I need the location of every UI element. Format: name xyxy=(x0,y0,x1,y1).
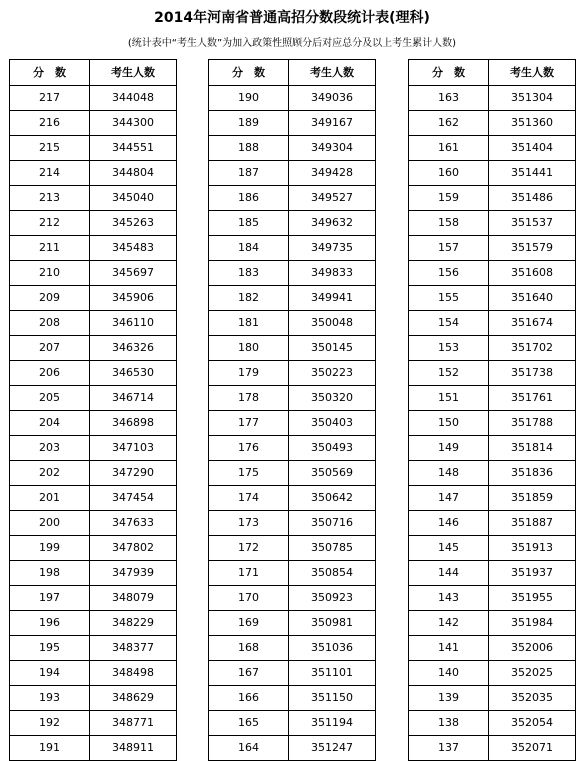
table-row xyxy=(209,711,376,736)
count-cell: 351859 xyxy=(489,486,576,511)
count-column-header: 考生人数 xyxy=(289,60,376,86)
count-cell: 352006 xyxy=(489,636,576,661)
score-cell: 211 xyxy=(10,236,90,261)
table-row xyxy=(209,461,376,486)
table-row xyxy=(10,436,177,461)
table-row xyxy=(10,136,177,161)
table-row xyxy=(409,586,576,611)
score-cell: 194 xyxy=(10,661,90,686)
count-cell: 349833 xyxy=(289,261,376,286)
count-cell: 346714 xyxy=(90,386,177,411)
count-cell: 349304 xyxy=(289,136,376,161)
count-column-header: 考生人数 xyxy=(489,60,576,86)
count-cell: 350403 xyxy=(289,411,376,436)
table-row xyxy=(209,361,376,386)
count-cell: 347290 xyxy=(90,461,177,486)
table-row xyxy=(10,511,177,536)
table-row xyxy=(209,211,376,236)
table-row xyxy=(10,111,177,136)
count-cell: 347103 xyxy=(90,436,177,461)
table-row xyxy=(209,336,376,361)
score-cell: 208 xyxy=(10,311,90,336)
count-cell: 349036 xyxy=(289,86,376,111)
score-cell: 216 xyxy=(10,111,90,136)
page-subtitle: (统计表中“考生人数”为加入政策性照顾分后对应总分及以上考生累计人数) xyxy=(127,38,457,49)
score-cell: 203 xyxy=(10,436,90,461)
table-row xyxy=(409,686,576,711)
table-row xyxy=(209,136,376,161)
score-cell: 147 xyxy=(409,486,489,511)
table-row xyxy=(10,686,177,711)
score-column-header: 分 数 xyxy=(10,60,90,86)
table-header-row xyxy=(209,60,376,86)
score-cell: 164 xyxy=(209,736,289,761)
table-row xyxy=(10,461,177,486)
table-row xyxy=(409,261,576,286)
count-cell: 350785 xyxy=(289,536,376,561)
count-cell: 350320 xyxy=(289,386,376,411)
table-row xyxy=(10,236,177,261)
table-row xyxy=(10,211,177,236)
score-cell: 138 xyxy=(409,711,489,736)
table-row xyxy=(209,536,376,561)
count-cell: 351702 xyxy=(489,336,576,361)
table-row xyxy=(209,311,376,336)
table-row xyxy=(409,561,576,586)
table-row xyxy=(10,536,177,561)
score-cell: 198 xyxy=(10,561,90,586)
score-cell: 187 xyxy=(209,161,289,186)
score-cell: 202 xyxy=(10,461,90,486)
count-cell: 348911 xyxy=(90,736,177,761)
table-row xyxy=(10,611,177,636)
table-row xyxy=(10,711,177,736)
score-cell: 189 xyxy=(209,111,289,136)
count-cell: 350145 xyxy=(289,336,376,361)
table-row xyxy=(209,261,376,286)
score-cell: 177 xyxy=(209,411,289,436)
page-title: 2014年河南省普通高招分数段统计表(理科) xyxy=(154,10,430,26)
count-cell: 351738 xyxy=(489,361,576,386)
table-row xyxy=(209,186,376,211)
table-row xyxy=(10,161,177,186)
count-cell: 347633 xyxy=(90,511,177,536)
table-row xyxy=(209,286,376,311)
table-row xyxy=(209,161,376,186)
score-cell: 166 xyxy=(209,686,289,711)
table-row xyxy=(10,286,177,311)
count-cell: 351836 xyxy=(489,461,576,486)
table-header-row xyxy=(409,60,576,86)
count-cell: 345263 xyxy=(90,211,177,236)
count-cell: 351150 xyxy=(289,686,376,711)
table-row xyxy=(409,86,576,111)
table-row xyxy=(209,611,376,636)
table-row xyxy=(409,636,576,661)
count-cell: 351937 xyxy=(489,561,576,586)
count-cell: 350493 xyxy=(289,436,376,461)
score-cell: 185 xyxy=(209,211,289,236)
count-cell: 344048 xyxy=(90,86,177,111)
count-cell: 351761 xyxy=(489,386,576,411)
table-row xyxy=(10,361,177,386)
count-cell: 351913 xyxy=(489,536,576,561)
table-row xyxy=(409,186,576,211)
count-cell: 351984 xyxy=(489,611,576,636)
count-cell: 351674 xyxy=(489,311,576,336)
count-cell: 350981 xyxy=(289,611,376,636)
count-cell: 351304 xyxy=(489,86,576,111)
count-cell: 351441 xyxy=(489,161,576,186)
table-row xyxy=(409,211,576,236)
score-cell: 183 xyxy=(209,261,289,286)
table-row xyxy=(409,711,576,736)
score-cell: 193 xyxy=(10,686,90,711)
count-column-header: 考生人数 xyxy=(90,60,177,86)
score-cell: 214 xyxy=(10,161,90,186)
score-cell: 199 xyxy=(10,536,90,561)
table-row xyxy=(409,536,576,561)
score-cell: 137 xyxy=(409,736,489,761)
table-row xyxy=(409,736,576,761)
count-cell: 349527 xyxy=(289,186,376,211)
table-row xyxy=(209,436,376,461)
count-cell: 345040 xyxy=(90,186,177,211)
count-cell: 349167 xyxy=(289,111,376,136)
table-row xyxy=(209,111,376,136)
count-cell: 351788 xyxy=(489,411,576,436)
count-cell: 345697 xyxy=(90,261,177,286)
count-cell: 350716 xyxy=(289,511,376,536)
table-row xyxy=(409,461,576,486)
table-row xyxy=(409,411,576,436)
table-row xyxy=(10,736,177,761)
score-cell: 139 xyxy=(409,686,489,711)
count-cell: 347939 xyxy=(90,561,177,586)
score-cell: 180 xyxy=(209,336,289,361)
table-row xyxy=(409,111,576,136)
score-cell: 150 xyxy=(409,411,489,436)
score-cell: 143 xyxy=(409,586,489,611)
table-row xyxy=(10,586,177,611)
score-cell: 197 xyxy=(10,586,90,611)
score-cell: 162 xyxy=(409,111,489,136)
table-row xyxy=(209,661,376,686)
score-cell: 153 xyxy=(409,336,489,361)
count-cell: 352071 xyxy=(489,736,576,761)
table-header-row xyxy=(10,60,177,86)
count-cell: 351640 xyxy=(489,286,576,311)
table-row xyxy=(209,636,376,661)
table-row xyxy=(209,386,376,411)
count-cell: 348771 xyxy=(90,711,177,736)
score-cell: 145 xyxy=(409,536,489,561)
score-table-2 xyxy=(208,59,376,761)
count-cell: 350642 xyxy=(289,486,376,511)
score-cell: 184 xyxy=(209,236,289,261)
score-cell: 144 xyxy=(409,561,489,586)
count-cell: 352035 xyxy=(489,686,576,711)
score-cell: 179 xyxy=(209,361,289,386)
score-cell: 190 xyxy=(209,86,289,111)
table-row xyxy=(10,636,177,661)
count-cell: 348498 xyxy=(90,661,177,686)
count-cell: 351887 xyxy=(489,511,576,536)
count-cell: 350923 xyxy=(289,586,376,611)
count-cell: 345906 xyxy=(90,286,177,311)
score-cell: 201 xyxy=(10,486,90,511)
score-table-1 xyxy=(9,59,177,761)
score-cell: 195 xyxy=(10,636,90,661)
table-row xyxy=(409,611,576,636)
table-row xyxy=(10,561,177,586)
table-row xyxy=(10,411,177,436)
score-cell: 205 xyxy=(10,386,90,411)
count-cell: 351579 xyxy=(489,236,576,261)
count-cell: 348079 xyxy=(90,586,177,611)
score-cell: 158 xyxy=(409,211,489,236)
score-cell: 175 xyxy=(209,461,289,486)
count-cell: 351247 xyxy=(289,736,376,761)
table-row xyxy=(409,161,576,186)
score-cell: 200 xyxy=(10,511,90,536)
score-cell: 157 xyxy=(409,236,489,261)
score-cell: 204 xyxy=(10,411,90,436)
table-row xyxy=(409,136,576,161)
count-cell: 351955 xyxy=(489,586,576,611)
score-cell: 176 xyxy=(209,436,289,461)
score-cell: 186 xyxy=(209,186,289,211)
score-cell: 151 xyxy=(409,386,489,411)
table-row xyxy=(409,361,576,386)
count-cell: 351814 xyxy=(489,436,576,461)
table-row xyxy=(409,436,576,461)
score-cell: 169 xyxy=(209,611,289,636)
score-cell: 174 xyxy=(209,486,289,511)
table-row xyxy=(10,661,177,686)
score-column-header: 分 数 xyxy=(409,60,489,86)
count-cell: 349941 xyxy=(289,286,376,311)
count-cell: 350223 xyxy=(289,361,376,386)
score-cell: 161 xyxy=(409,136,489,161)
count-cell: 349428 xyxy=(289,161,376,186)
table-row xyxy=(10,186,177,211)
count-cell: 351194 xyxy=(289,711,376,736)
count-cell: 351101 xyxy=(289,661,376,686)
table-row xyxy=(209,561,376,586)
score-cell: 206 xyxy=(10,361,90,386)
count-cell: 351360 xyxy=(489,111,576,136)
score-cell: 141 xyxy=(409,636,489,661)
score-cell: 156 xyxy=(409,261,489,286)
count-cell: 352025 xyxy=(489,661,576,686)
table-row xyxy=(10,386,177,411)
table-row xyxy=(209,586,376,611)
count-cell: 350854 xyxy=(289,561,376,586)
table-row xyxy=(209,486,376,511)
score-cell: 148 xyxy=(409,461,489,486)
score-cell: 140 xyxy=(409,661,489,686)
score-cell: 173 xyxy=(209,511,289,536)
table-row xyxy=(10,486,177,511)
score-cell: 146 xyxy=(409,511,489,536)
count-cell: 345483 xyxy=(90,236,177,261)
table-row xyxy=(10,261,177,286)
score-cell: 207 xyxy=(10,336,90,361)
count-cell: 346530 xyxy=(90,361,177,386)
score-cell: 181 xyxy=(209,311,289,336)
table-row xyxy=(409,486,576,511)
score-cell: 170 xyxy=(209,586,289,611)
table-row xyxy=(10,311,177,336)
score-cell: 210 xyxy=(10,261,90,286)
table-row xyxy=(409,511,576,536)
score-cell: 213 xyxy=(10,186,90,211)
count-cell: 344551 xyxy=(90,136,177,161)
count-cell: 351036 xyxy=(289,636,376,661)
count-cell: 346110 xyxy=(90,311,177,336)
count-cell: 349632 xyxy=(289,211,376,236)
table-row xyxy=(209,236,376,261)
score-cell: 209 xyxy=(10,286,90,311)
score-cell: 182 xyxy=(209,286,289,311)
score-cell: 163 xyxy=(409,86,489,111)
count-cell: 344804 xyxy=(90,161,177,186)
table-row xyxy=(209,411,376,436)
count-cell: 346898 xyxy=(90,411,177,436)
score-cell: 154 xyxy=(409,311,489,336)
count-cell: 347454 xyxy=(90,486,177,511)
score-cell: 172 xyxy=(209,536,289,561)
count-cell: 351608 xyxy=(489,261,576,286)
score-cell: 191 xyxy=(10,736,90,761)
score-cell: 196 xyxy=(10,611,90,636)
table-row xyxy=(409,386,576,411)
score-cell: 165 xyxy=(209,711,289,736)
table-row xyxy=(209,511,376,536)
score-cell: 215 xyxy=(10,136,90,161)
score-table-3 xyxy=(408,59,576,761)
count-cell: 348629 xyxy=(90,686,177,711)
table-row xyxy=(409,336,576,361)
score-cell: 178 xyxy=(209,386,289,411)
score-cell: 159 xyxy=(409,186,489,211)
count-cell: 350569 xyxy=(289,461,376,486)
table-row xyxy=(10,86,177,111)
score-cell: 155 xyxy=(409,286,489,311)
table-row xyxy=(209,86,376,111)
score-cell: 217 xyxy=(10,86,90,111)
score-cell: 167 xyxy=(209,661,289,686)
score-cell: 142 xyxy=(409,611,489,636)
score-cell: 168 xyxy=(209,636,289,661)
table-row xyxy=(10,336,177,361)
score-cell: 149 xyxy=(409,436,489,461)
count-cell: 348377 xyxy=(90,636,177,661)
table-row xyxy=(209,736,376,761)
count-cell: 348229 xyxy=(90,611,177,636)
count-cell: 346326 xyxy=(90,336,177,361)
count-cell: 351486 xyxy=(489,186,576,211)
count-cell: 344300 xyxy=(90,111,177,136)
score-cell: 188 xyxy=(209,136,289,161)
count-cell: 351404 xyxy=(489,136,576,161)
score-cell: 171 xyxy=(209,561,289,586)
score-cell: 160 xyxy=(409,161,489,186)
count-cell: 349735 xyxy=(289,236,376,261)
count-cell: 350048 xyxy=(289,311,376,336)
count-cell: 347802 xyxy=(90,536,177,561)
table-row xyxy=(409,661,576,686)
table-row xyxy=(409,236,576,261)
table-row xyxy=(409,311,576,336)
count-cell: 352054 xyxy=(489,711,576,736)
score-cell: 212 xyxy=(10,211,90,236)
score-cell: 192 xyxy=(10,711,90,736)
score-column-header: 分 数 xyxy=(209,60,289,86)
count-cell: 351537 xyxy=(489,211,576,236)
table-row xyxy=(409,286,576,311)
table-row xyxy=(209,686,376,711)
score-cell: 152 xyxy=(409,361,489,386)
